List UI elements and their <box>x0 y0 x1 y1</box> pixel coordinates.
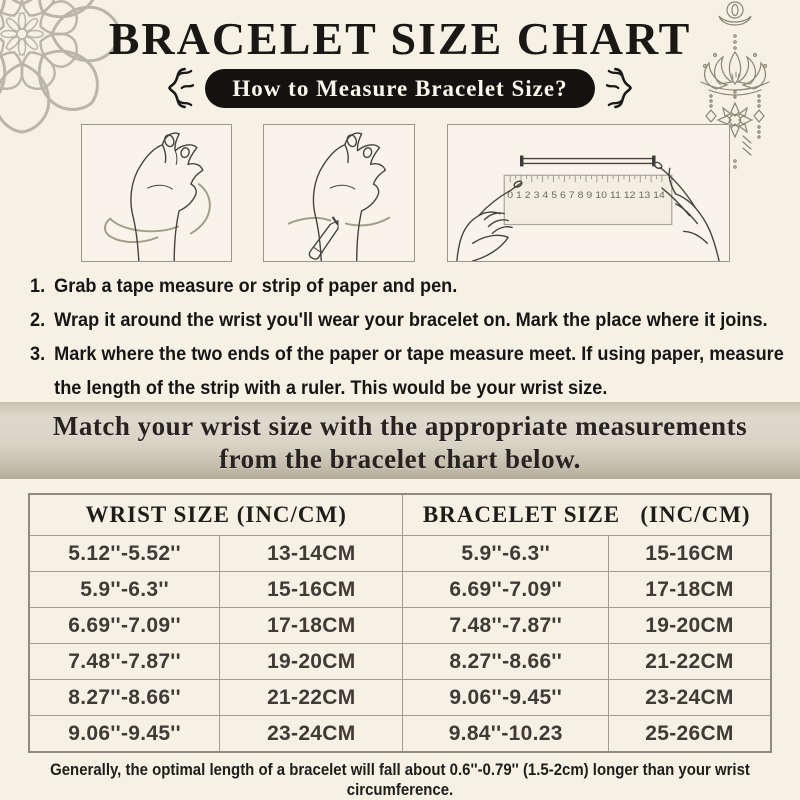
table-cell: 8.27''-8.66'' <box>403 644 609 680</box>
table-cell: 6.69''-7.09'' <box>29 608 220 644</box>
hand-pen-illustration <box>263 124 415 262</box>
page-title: BRACELET SIZE CHART <box>108 13 692 64</box>
table-row <box>29 608 771 644</box>
bracelet-size-header: BRACELET SIZE (INC/CM) <box>403 494 771 536</box>
table-cell: 9.06''-9.45'' <box>29 716 220 753</box>
how-to-measure-badge: How to Measure Bracelet Size? <box>205 69 594 108</box>
table-row <box>29 536 771 572</box>
table-cell: 5.9''-6.3'' <box>29 572 220 608</box>
table-cell: 21-22CM <box>220 680 403 716</box>
table-cell: 5.9''-6.3'' <box>403 536 609 572</box>
table-cell: 19-20CM <box>608 608 771 644</box>
table-cell: 7.48''-7.87'' <box>29 644 220 680</box>
table-header-row <box>29 494 771 536</box>
table-cell: 9.84''-10.23 <box>403 716 609 753</box>
step-number: 1. <box>30 275 46 297</box>
table-row <box>29 572 771 608</box>
table-cell: 19-20CM <box>220 644 403 680</box>
step-text: Mark where the two ends of the paper or tape measure meet. If using paper, measure <box>54 343 784 365</box>
step-text: Wrap it around the wrist you'll wear your bracelet on. Mark the place where it joins. <box>54 309 768 331</box>
ruler-numbers: 0 1 2 3 4 5 6 7 8 9 10 11 12 13 14 <box>507 189 665 200</box>
step-text-continued: the length of the strip with a ruler. This would be your wrist size. <box>54 377 608 399</box>
step-number: 2. <box>30 309 46 331</box>
flourish-right-icon <box>606 66 640 110</box>
step-1 <box>30 269 800 303</box>
step-2 <box>30 303 800 337</box>
step-number: 3. <box>30 343 46 365</box>
table-cell: 23-24CM <box>220 716 403 753</box>
flourish-left-icon <box>160 66 194 110</box>
table-cell: 7.48''-7.87'' <box>403 608 609 644</box>
table-cell: 17-18CM <box>608 572 771 608</box>
size-table <box>28 493 772 753</box>
table-cell: 15-16CM <box>220 572 403 608</box>
ruler-hands-illustration <box>447 124 730 262</box>
footer-note: Generally, the optimal length of a bracelet will fall about 0.6''-0.79'' (1.5-2cm) longer than your wrist circumference. <box>50 760 750 799</box>
table-cell: 9.06''-9.45'' <box>403 680 609 716</box>
banner-line-2: from the bracelet chart below. <box>219 444 581 474</box>
step-3 <box>30 337 800 405</box>
table-cell: 5.12''-5.52'' <box>29 536 220 572</box>
table-cell: 17-18CM <box>220 608 403 644</box>
table-cell: 21-22CM <box>608 644 771 680</box>
step-text: Grab a tape measure or strip of paper and pen. <box>54 275 458 297</box>
table-cell: 13-14CM <box>220 536 403 572</box>
table-cell: 8.27''-8.66'' <box>29 680 220 716</box>
table-row <box>29 716 771 753</box>
banner-line-1: Match your wrist size with the appropriate measurements <box>52 411 748 441</box>
hand-tape-illustration <box>81 124 232 262</box>
match-size-banner <box>0 402 800 479</box>
table-cell: 25-26CM <box>608 716 771 753</box>
table-cell: 15-16CM <box>608 536 771 572</box>
table-row <box>29 680 771 716</box>
badge-row <box>0 66 800 110</box>
wrist-size-header: WRIST SIZE (INC/CM) <box>29 494 403 536</box>
table-row <box>29 644 771 680</box>
table-cell: 6.69''-7.09'' <box>403 572 609 608</box>
table-cell: 23-24CM <box>608 680 771 716</box>
measure-steps <box>30 269 800 405</box>
